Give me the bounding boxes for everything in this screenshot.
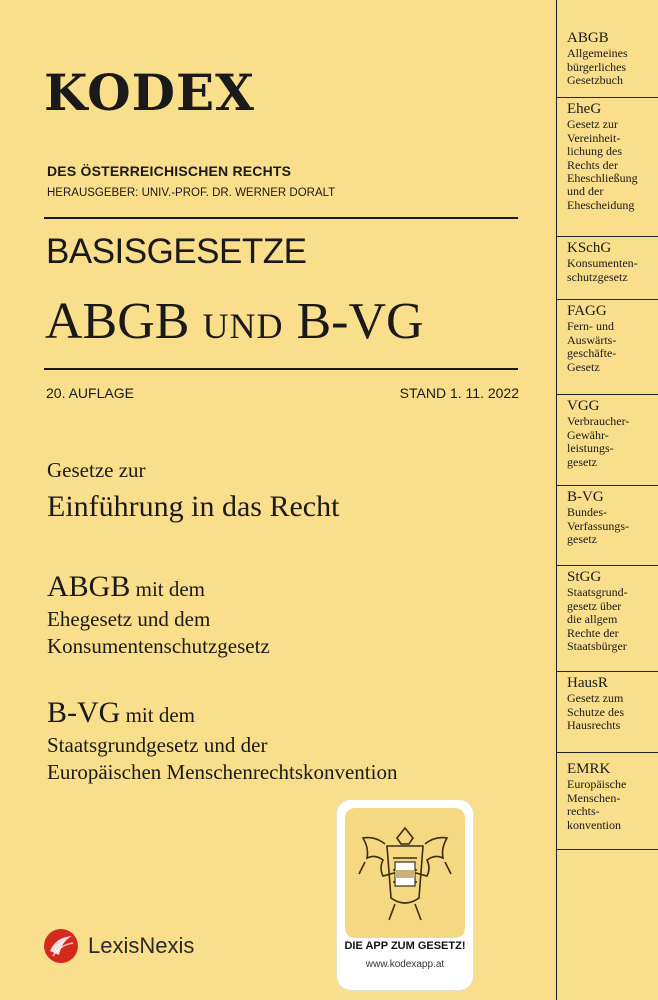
app-promo-card bbox=[337, 800, 473, 990]
tab-desc: Gesetz zur Vereinheit- lichung des Rechts der Eheschließung und der Ehescheidung bbox=[567, 117, 638, 212]
brand-subtitle: DES ÖSTERREICHISCHEN RECHTS bbox=[47, 163, 292, 179]
block-line: Konsumentenschutzgesetz bbox=[47, 634, 270, 659]
publisher-logo bbox=[42, 927, 194, 965]
block-rest: mit dem bbox=[120, 703, 196, 727]
tab-abbr: EheG bbox=[567, 101, 602, 117]
block-line: Ehegesetz und dem bbox=[47, 607, 211, 631]
tab-abbr: FAGG bbox=[567, 303, 607, 319]
tab-abgb bbox=[557, 0, 658, 98]
tab-fagg bbox=[557, 300, 658, 395]
tab-desc: Konsumenten- schutzgesetz bbox=[567, 256, 638, 284]
intro-line-2: Einführung in das Recht bbox=[47, 490, 340, 523]
block-big-label: ABGB bbox=[47, 570, 131, 603]
block-big-label: B-VG bbox=[47, 696, 121, 729]
tab-desc: Gesetz zum Schutze des Hausrechts bbox=[567, 691, 624, 733]
app-cta: DIE APP ZUM GESETZ! bbox=[344, 940, 466, 952]
block-line: Staatsgrundgesetz und der bbox=[47, 733, 268, 757]
editor-line: HERAUSGEBER: UNIV.-PROF. DR. WERNER DORALT bbox=[47, 187, 336, 199]
tab-abbr: StGG bbox=[567, 569, 602, 585]
tab-stgg bbox=[557, 566, 658, 672]
tab-bvg bbox=[557, 486, 658, 566]
bvg-block bbox=[47, 693, 397, 787]
top-rule bbox=[44, 217, 518, 219]
tab-vgg bbox=[557, 395, 658, 486]
tab-desc: Allgemeines bürgerliches Gesetzbuch bbox=[567, 46, 628, 88]
abgb-block bbox=[47, 567, 270, 661]
edition-label: 20. AUFLAGE bbox=[46, 385, 134, 401]
tab-desc: Staatsgrund- gesetz über die allgem Rechte der Staatsbürger bbox=[567, 585, 628, 653]
main-title-und: UND bbox=[202, 306, 284, 346]
intro-line-1: Gesetze zur bbox=[47, 458, 146, 482]
main-title-part: B-VG bbox=[283, 293, 424, 350]
tab-abbr: B-VG bbox=[567, 489, 604, 505]
tab-abbr: VGG bbox=[567, 398, 600, 414]
tab-desc: Bundes- Verfassungs- gesetz bbox=[567, 505, 629, 547]
lexisnexis-mark-icon bbox=[42, 927, 80, 965]
tab-desc: Fern- und Auswärts- geschäfte- Gesetz bbox=[567, 319, 617, 374]
tab-desc: Europäische Menschen- rechts- konvention bbox=[567, 777, 627, 832]
eagle-emblem-icon bbox=[345, 808, 465, 938]
publisher-name: LexisNexis bbox=[88, 933, 195, 958]
main-title-part: ABGB bbox=[45, 293, 203, 350]
brand-title: KODEX bbox=[44, 63, 255, 122]
block-rest: mit dem bbox=[130, 577, 206, 601]
tab-abbr: HausR bbox=[567, 675, 608, 691]
app-url: www.kodexapp.at bbox=[365, 959, 445, 970]
register-tabs bbox=[556, 0, 658, 1000]
tab-abbr: EMRK bbox=[567, 761, 611, 777]
main-title bbox=[45, 293, 424, 350]
app-preview bbox=[345, 808, 465, 938]
bottom-rule bbox=[44, 368, 518, 370]
tab-kschg bbox=[557, 237, 658, 300]
stand-date: STAND 1. 11. 2022 bbox=[399, 385, 519, 401]
block-line: Europäischen Menschenrechtskonvention bbox=[47, 760, 398, 785]
series-title: BASISGESETZE bbox=[46, 232, 307, 271]
tab-eheg bbox=[557, 98, 658, 237]
tab-abbr: KSchG bbox=[567, 240, 612, 256]
tab-emrk bbox=[557, 753, 658, 850]
tab-abbr: ABGB bbox=[567, 30, 609, 46]
tab-desc: Verbraucher- Gewähr- leistungs- gesetz bbox=[567, 414, 630, 469]
tab-hausr bbox=[557, 672, 658, 753]
